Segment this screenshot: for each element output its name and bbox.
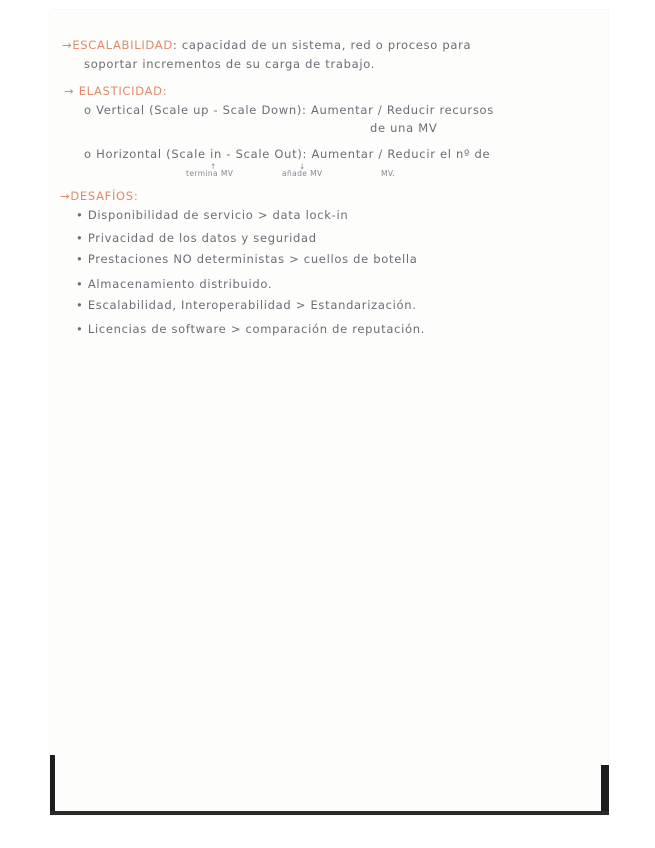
escalabilidad-arrow: → (62, 38, 73, 52)
desafios-arrow: → (60, 189, 71, 203)
elasticidad-vertical-line-1 (84, 103, 494, 117)
horizontal-bullet: o (84, 147, 92, 161)
elasticidad-heading-line (64, 84, 167, 98)
elasticidad-horizontal-line-1 (84, 147, 490, 161)
desafios-heading: DESAFÍOS (70, 189, 134, 203)
elasticidad-heading: ELASTICIDAD (78, 84, 163, 98)
notebook-page (50, 10, 608, 815)
page-shadow-left (50, 755, 55, 815)
desafio-item (76, 298, 417, 312)
desafios-heading-line (60, 189, 138, 203)
desafio-text: Escalabilidad, Interoperabilidad > Estandarización. (87, 298, 417, 312)
escalabilidad-heading: ESCALABILIDAD (72, 38, 173, 52)
desafio-bullet: • (76, 298, 84, 312)
desafio-bullet: • (76, 231, 84, 245)
horizontal-text: Horizontal (Scale in - Scale Out): Aumentar / Reducir el nº de (96, 147, 491, 161)
elasticidad-vertical-line-2 (370, 121, 437, 135)
desafio-text: Licencias de software > comparación de reputación. (87, 322, 426, 336)
page-shadow-right (601, 765, 609, 815)
horizontal-note-left: termina MV (186, 169, 234, 178)
escalabilidad-definition-2: soportar incrementos de su carga de trabajo. (84, 57, 376, 71)
desafio-text: Prestaciones NO deterministas > cuellos de botella (87, 252, 418, 266)
horizontal-note-mid-sup: ↓ (299, 162, 306, 171)
elasticidad-arrow: → (64, 84, 75, 98)
vertical-text: Vertical (Scale up - Scale Down): Aumentar / Reducir recursos (96, 103, 494, 117)
desafio-bullet: • (76, 277, 84, 291)
vertical-bullet: o (84, 103, 92, 117)
desafio-bullet: • (76, 208, 84, 222)
desafio-bullet: • (76, 322, 84, 336)
escalabilidad-line-2 (84, 57, 375, 71)
desafio-text: Almacenamiento distribuido. (87, 277, 273, 291)
escalabilidad-definition-1: : capacidad de un sistema, red o proceso para (172, 38, 472, 52)
desafio-item (76, 277, 272, 291)
elasticidad-colon: : (162, 84, 168, 98)
page-shadow-bottom (50, 811, 609, 815)
vertical-text-2: de una MV (370, 121, 438, 135)
desafio-text: Privacidad de los datos y seguridad (87, 231, 317, 245)
desafio-text: Disponibilidad de servicio > data lock-in (87, 208, 349, 222)
horizontal-note-mid: añade MV (282, 169, 323, 178)
desafio-item (76, 208, 348, 222)
desafio-bullet: • (76, 252, 84, 266)
desafio-item (76, 231, 317, 245)
desafio-item (76, 252, 418, 266)
horizontal-note-left-sup: ↑ (210, 162, 217, 171)
escalabilidad-line-1 (62, 38, 471, 52)
desafio-item (76, 322, 425, 336)
horizontal-note-right: MV. (381, 169, 396, 178)
desafios-colon: : (133, 189, 139, 203)
